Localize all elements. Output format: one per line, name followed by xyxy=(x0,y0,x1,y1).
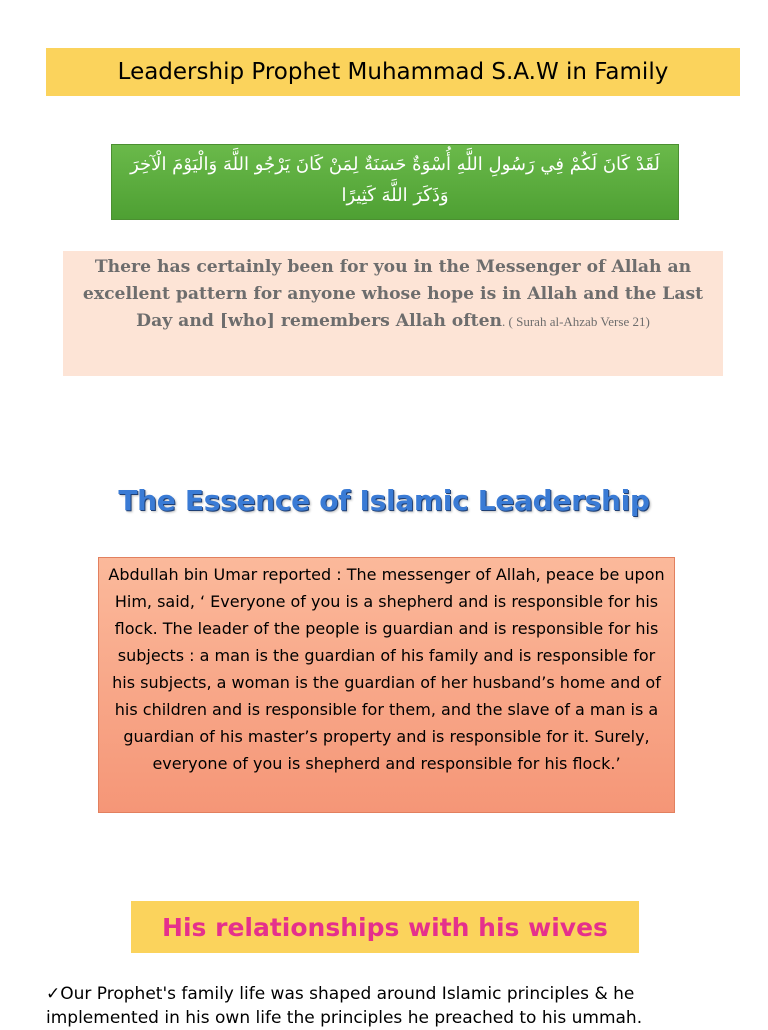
bullet-item xyxy=(46,982,736,1030)
page-title: Leadership Prophet Muhammad S.A.W in Family xyxy=(117,59,669,85)
hadith-box xyxy=(98,557,675,813)
hadith-text: Abdullah bin Umar reported : The messenger of Allah, peace be upon Him, said, ‘ Everyone of you is a shepherd and is responsible for his flock. The leader of the people is guardian and is responsible for his subjects : a man is the guardian of his family and is responsible for his subjects, a woman is the guardian of her husband’s home and of his children and is responsible for them, and the slave of a man is a guardian of his master’s property and is responsible for it. Surely, everyone of you is shepherd and responsible for his flock.’ xyxy=(108,565,665,773)
verse-source: . ( Surah al-Ahzab Verse 21) xyxy=(502,314,650,329)
checkmark-icon: ✓ xyxy=(46,984,61,1004)
verse-translation-box xyxy=(63,251,723,376)
wives-heading: His relationships with his wives xyxy=(162,912,608,942)
arabic-verse-box xyxy=(111,144,679,220)
bullet-text: Our Prophet's family life was shaped around Islamic principles & he implemented in his own life the principles he preached to his ummah. xyxy=(46,984,643,1028)
verse-translation-text: There has certainly been for you in the Messenger of Allah an excellent pattern for anyone whose hope is in Allah and the Last Day and [who] remembers Allah often xyxy=(82,257,704,331)
wives-banner xyxy=(131,901,639,953)
essence-heading: The Essence of Islamic Leadership xyxy=(118,484,650,517)
title-banner xyxy=(46,48,740,96)
arabic-verse-text: لَقَدْ كَانَ لَكُمْ فِي رَسُولِ اللَّهِ أُسْوَةٌ حَسَنَةٌ لِمَنْ كَانَ يَرْجُو اللَّهَ وَالْيَوْمَ الْآخِرَ وَذَكَرَ اللَّهَ كَثِيرًا xyxy=(130,154,660,206)
